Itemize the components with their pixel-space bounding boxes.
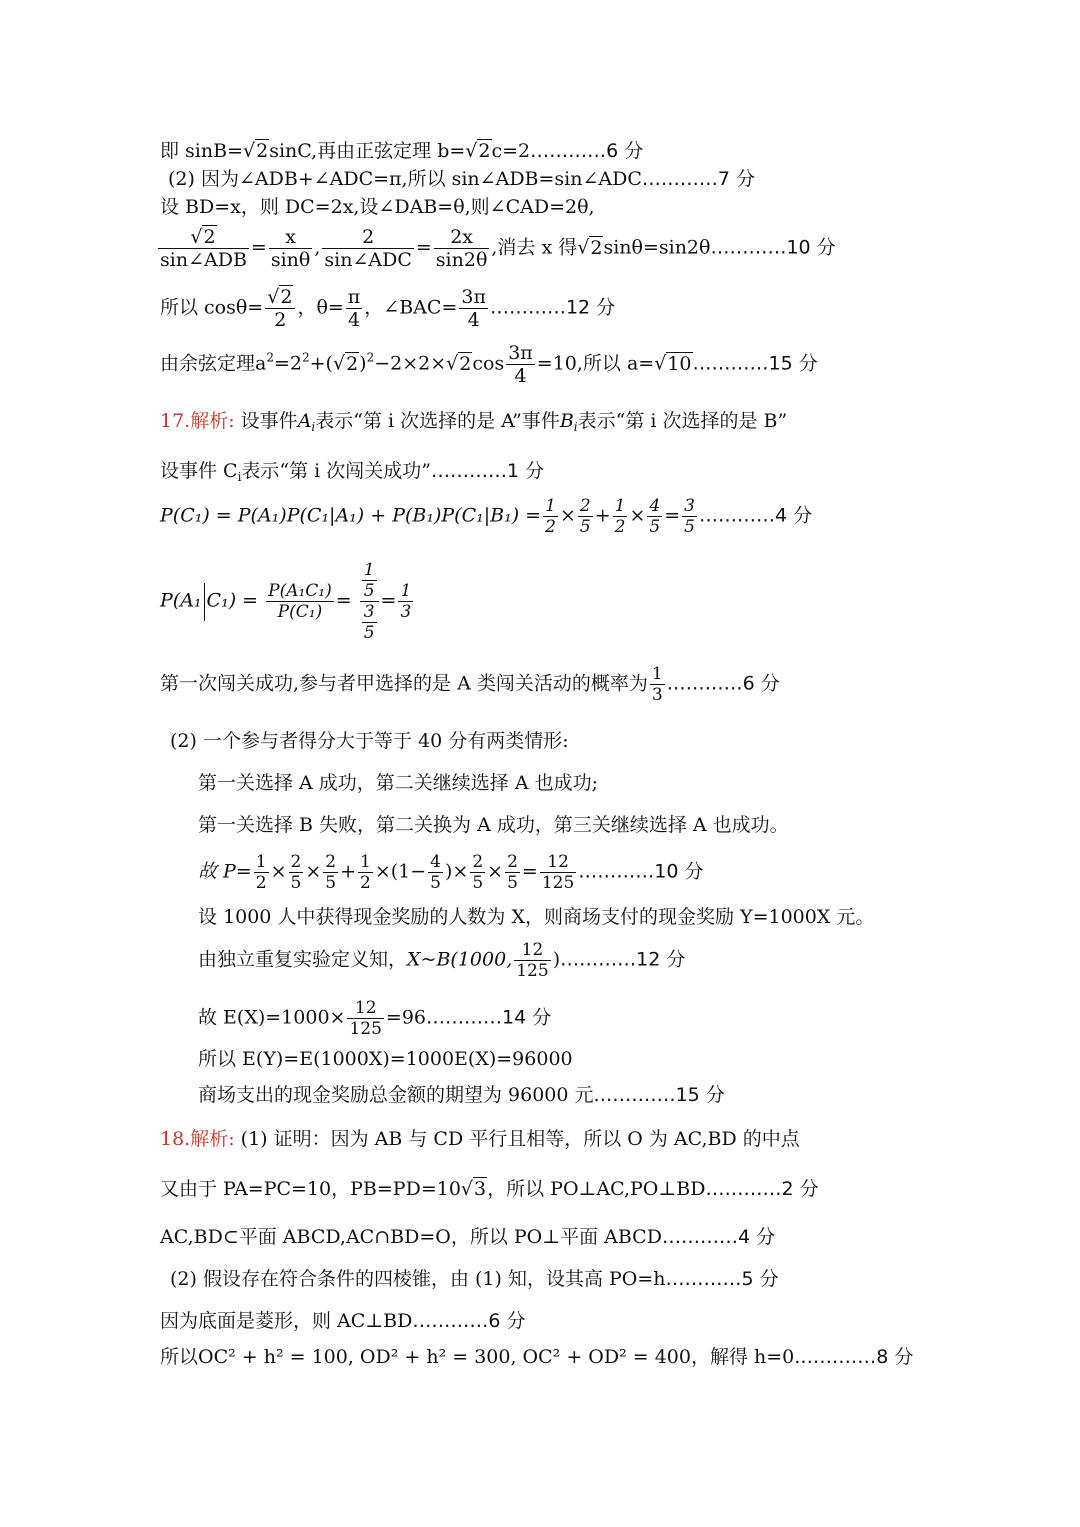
q17-x-5: 商场支出的现金奖励总金额的期望为 96000 元.…………15 分 [198,1084,725,1106]
line-16-6: 由余弦定理$a^2=2^2+(√2)^2-2\times 2\times√2\cos$ $\frac{3\pi}{4}$ =10,所以 a=√10…………15 分 [160,342,818,387]
q18-line-4: (2) 假设存在符合条件的四棱锥，由 (1) 知，设其高 PO=h…………5 分 [170,1268,779,1290]
fraction: √2 sin∠ADB [160,226,247,271]
q18-label: 18.解析: [160,1128,235,1150]
line-16-1: 即 sinB=√2sinC,再由正弦定理 b=√2c=2…………6 分 [160,140,644,162]
score-mark: …………6 分 [530,140,644,162]
q17-x-2: 由独立重复实验定义知，X~B(1000, $\frac{12}{125}$ )…………12 分 [198,940,686,981]
q17-prob: 故 P= $\frac{1}{2}$ × $\frac{2}{5}$ × $\frac{2}{5}$ + $\frac{1}{2}$ ×(1− $\frac{4}{5}$ )× $\frac{2}{5}$ × $\frac{2}{5}$ = $\frac{12}{125}$ …………10 分 [198,852,704,893]
score-mark: …………4 分 [661,1226,776,1248]
score-mark: …………6 分 [666,672,780,695]
score-mark: …………6 分 [412,1310,526,1332]
q17-line-5: 第一次闯关成功,参与者甲选择的是 A 类闯关活动的概率为 $\frac{1}{3}$ …………6 分 [160,664,780,705]
score-mark: …………4 分 [698,504,813,527]
q17-label: 17.解析: [160,410,235,432]
line-16-2: (2) 因为∠ADB+∠ADC=π,所以 sin∠ADB=sin∠ADC…………7 分 [168,168,756,190]
q17-line-1: 17.解析: 设事件$A_i$表示“第 i 次选择的是 A”事件$B_i$表示“第 i 次选择的是 B” [160,410,788,434]
line-16-4: √2 sin∠ADB = $\frac{x}{\sin\theta}$ , 2 sin∠ADC = $\frac{2x}{\sin 2\theta}$ ,消去 x 得√2sinθ=sin2θ…………10 分 [160,226,836,271]
q18-line-5: 因为底面是菱形，则 AC⊥BD…………6 分 [160,1310,526,1332]
q17-line-2: 设事件 $C_i$表示“第 i 次闯关成功”…………1 分 [160,460,545,484]
fraction: 2 sin∠ADC [324,226,412,271]
score-mark: …………7 分 [641,168,756,190]
score-mark: …………5 分 [665,1268,779,1290]
fraction: $\frac{\pi}{4}$ [347,286,361,331]
score-mark: …………15 分 [692,352,818,375]
score-mark: …………2 分 [705,1178,819,1200]
score-mark: …………1 分 [431,460,545,482]
score-mark: …………10 分 [578,860,704,883]
q17-x-4: 所以 E(Y)=E(1000X)=1000E(X)=96000 [198,1048,573,1070]
fraction: $\frac{x}{\sin\theta}$ [270,226,311,271]
score-mark: …………12 分 [560,948,686,971]
q18-line-2: 又由于 PA=PC=10，PB=PD=10√3，所以 PO⊥AC,PO⊥BD…………2 分 [160,1178,819,1200]
fraction: $\frac{2x}{\sin 2\theta}$ [435,226,488,271]
q17-part-2: (2) 一个参与者得分大于等于 40 分有两类情形: [170,730,569,752]
line-16-5: 所以 cosθ= $\frac{√2}{2}$ ，θ= $\frac{\pi}{4}$ ，∠BAC= $\frac{3\pi}{4}$ …………12 分 [160,286,616,331]
score-mark: …………15 分 [599,1084,725,1106]
score-mark: …………8 分 [800,1346,914,1368]
q18-line-1: 18.解析: (1) 证明：因为 AB 与 CD 平行且相等，所以 O 为 AC,BD 的中点 [160,1128,800,1150]
score-mark: …………12 分 [489,296,616,319]
q17-case-1: 第一关选择 A 成功，第二关继续选择 A 也成功; [198,772,599,794]
q18-line-3: AC,BD⊂平面 ABCD,AC∩BD=O，所以 PO⊥平面 ABCD…………4 分 [160,1226,776,1248]
q17-eq-1: P(C₁) = P(A₁)P(C₁|A₁) + P(B₁)P(C₁|B₁) = $\frac{1}{2}$ × $\frac{2}{5}$ + $\frac{1}{2}$ × $\frac{4}{5}$ = $\frac{3}{5}$ …………4 分 [160,496,813,537]
score-mark: …………14 分 [426,1006,552,1029]
q17-x-1: 设 1000 人中获得现金奖励的人数为 X，则商场支付的现金奖励 Y=1000X 元。 [198,906,875,928]
fraction: $\frac{3\pi}{4}$ [461,286,486,331]
fraction: $\frac{3\pi}{4}$ [508,342,533,387]
score-mark: …………10 分 [710,236,836,259]
q17-case-2: 第一关选择 B 失败，第二关换为 A 成功，第三关继续选择 A 也成功。 [198,814,789,836]
fraction: $\frac{√2}{2}$ [265,286,295,331]
line-16-3: 设 BD=x，则 DC=2x,设∠DAB=θ,则∠CAD=2θ, [160,196,595,218]
q17-eq-2: P(A₁ C₁) = $\frac{\text{P(A₁C₁)}}{\text{P(C₁)}}$ = $\frac{\frac{1}{5}}{\frac{3}{5}}$ = $\frac{1}{3}$ [160,560,412,643]
q17-x-3: 故 E(X)=1000× $\frac{12}{125}$ =96…………14 分 [198,998,552,1039]
q18-line-6: 所以OC² + h² = 100, OD² + h² = 300, OC² + OD² = 400，解得 h=0.…………8 分 [160,1346,914,1368]
